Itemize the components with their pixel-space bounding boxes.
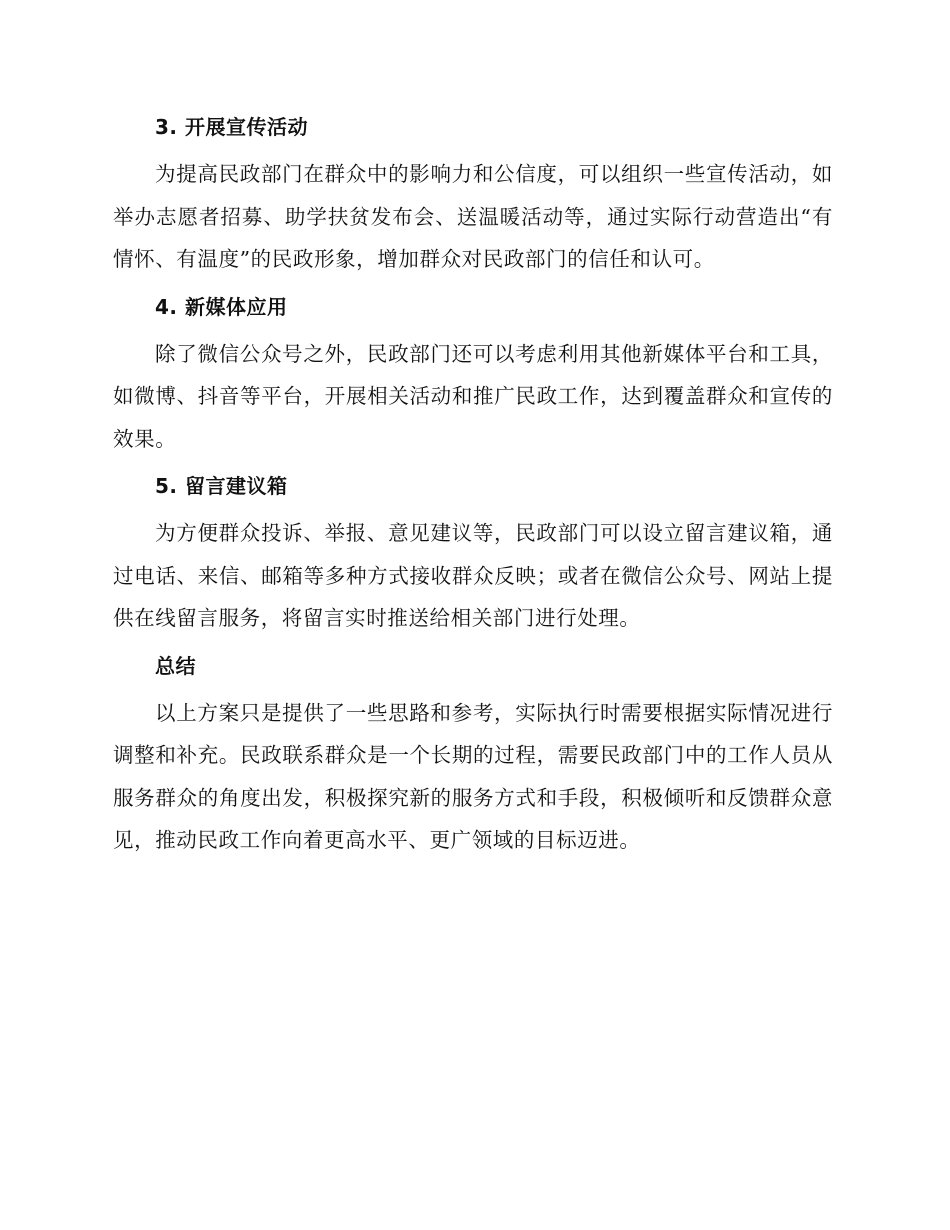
section-heading-suggestion-box: 5. 留言建议箱	[155, 474, 288, 498]
section-body-suggestion-box: 为方便群众投诉、举报、意见建议等，民政部门可以设立留言建议箱，通过电话、来信、邮箱等多种方式接收群众反映；或者在微信公众号、网站上提供在线留言服务，将留言实时推送给相关部门进行处理。	[113, 521, 833, 630]
section-heading-new-media: 4. 新媒体应用	[155, 294, 288, 319]
section-heading-summary: 总结	[155, 653, 196, 678]
section-body-new-media: 除了微信公众号之外，民政部门还可以考虑利用其他新媒体平台和工具，如微博、抖音等平台，开展相关活动和推广民政工作，达到覆盖群众和宣传的效果。	[113, 341, 833, 451]
section-body-summary: 以上方案只是提供了一些思路和参考，实际执行时需要根据实际情况进行调整和补充。民政联系群众是一个长期的过程，需要民政部门中的工作人员从服务群众的角度出发，积极探究新的服务方式和手段，积极倾听和反馈群众意见，推动民政工作向着更高水平、更广领域的目标迈进。	[113, 700, 833, 852]
section-body-publicity: 为提高民政部门在群众中的影响力和公信度，可以组织一些宣传活动，如举办志愿者招募、助学扶贫发布会、送温暖活动等，通过实际行动营造出“有情怀、有温度”的民政形象，增加群众对民政部门的信任和认可。	[113, 162, 833, 271]
document-content	[113, 107, 833, 868]
section-heading-publicity: 3. 开展宣传活动	[155, 115, 308, 139]
